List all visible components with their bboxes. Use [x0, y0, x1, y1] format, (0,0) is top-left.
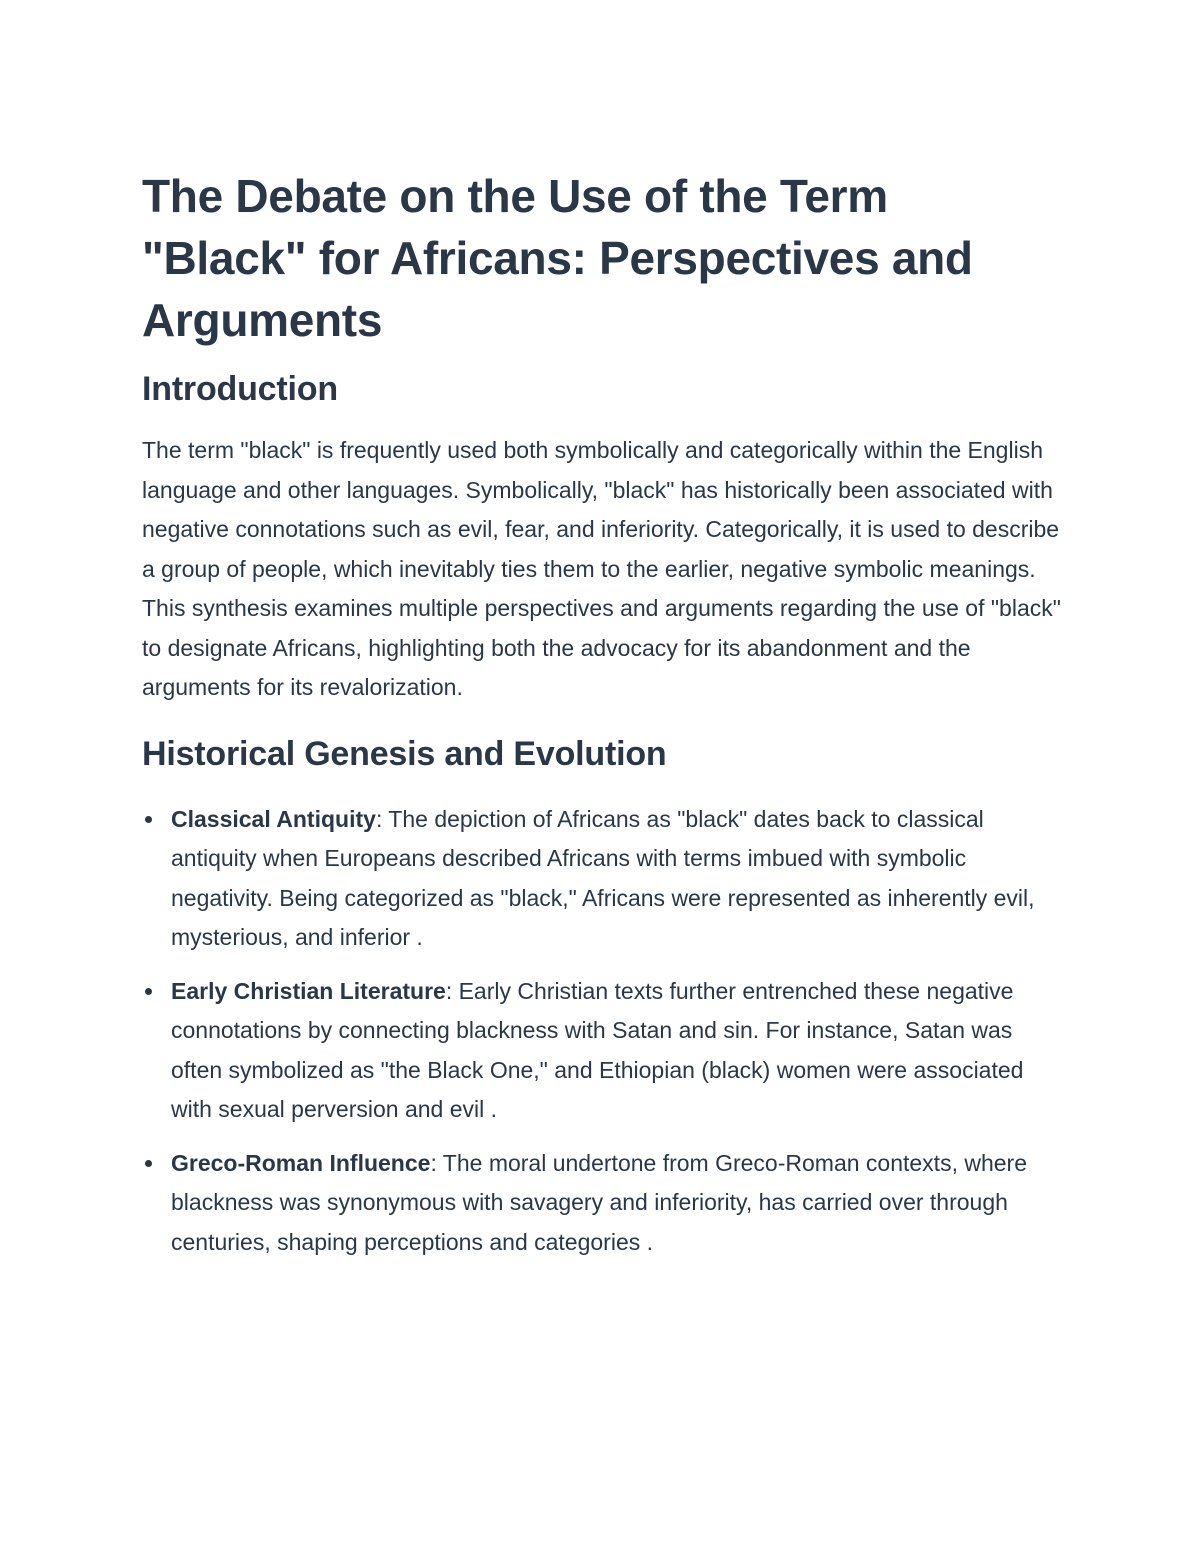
- historical-points-list: [142, 800, 1062, 1263]
- list-item-term: Greco-Roman Influence: [171, 1149, 431, 1176]
- bullet-icon: [145, 988, 152, 995]
- section-heading-historical-genesis: Historical Genesis and Evolution: [142, 734, 667, 773]
- document-title: The Debate on the Use of the Term "Black" for Africans: Perspectives and Arguments: [142, 170, 973, 346]
- bullet-icon: [145, 1160, 152, 1167]
- list-item: [142, 972, 1062, 1130]
- introduction-paragraph: The term "black" is frequently used both symbolically and categorically within the English language and other languages. Symbolically, "black" has historically been associated with negative connotations such as evil, fear, and inferiority. Categorically, it is used to describe a group of people, which inevitably ties them to the earlier, negative symbolic meanings. This synthesis examines multiple perspectives and arguments regarding the use of "black" to designate Africans, highlighting both the advocacy for its abandonment and the arguments for its revalorization.: [142, 437, 1061, 700]
- list-item-text: : The moral undertone from Greco-Roman contexts, where blackness was synonymous with savagery and inferiority, has carried over through centuries, shaping perceptions and categories .: [171, 1149, 1027, 1255]
- list-item: [142, 1144, 1062, 1263]
- list-item-term: Early Christian Literature: [171, 977, 446, 1004]
- section-heading-introduction: Introduction: [142, 370, 338, 408]
- list-item-text: : Early Christian texts further entrenched these negative connotations by connecting blackness with Satan and sin. For instance, Satan was often symbolized as "the Black One," and Ethiopian (black) women were associated with sexual perversion and evil .: [171, 977, 1024, 1122]
- bullet-icon: [145, 816, 152, 823]
- document-page: [142, 165, 1062, 1276]
- list-item: [142, 800, 1062, 958]
- list-item-text: : The depiction of Africans as "black" dates back to classical antiquity when Europeans described Africans with terms imbued with symbolic negativity. Being categorized as "black," Africans were represented as inherently evil, mysterious, and inferior .: [171, 805, 1035, 950]
- list-item-term: Classical Antiquity: [171, 805, 376, 832]
